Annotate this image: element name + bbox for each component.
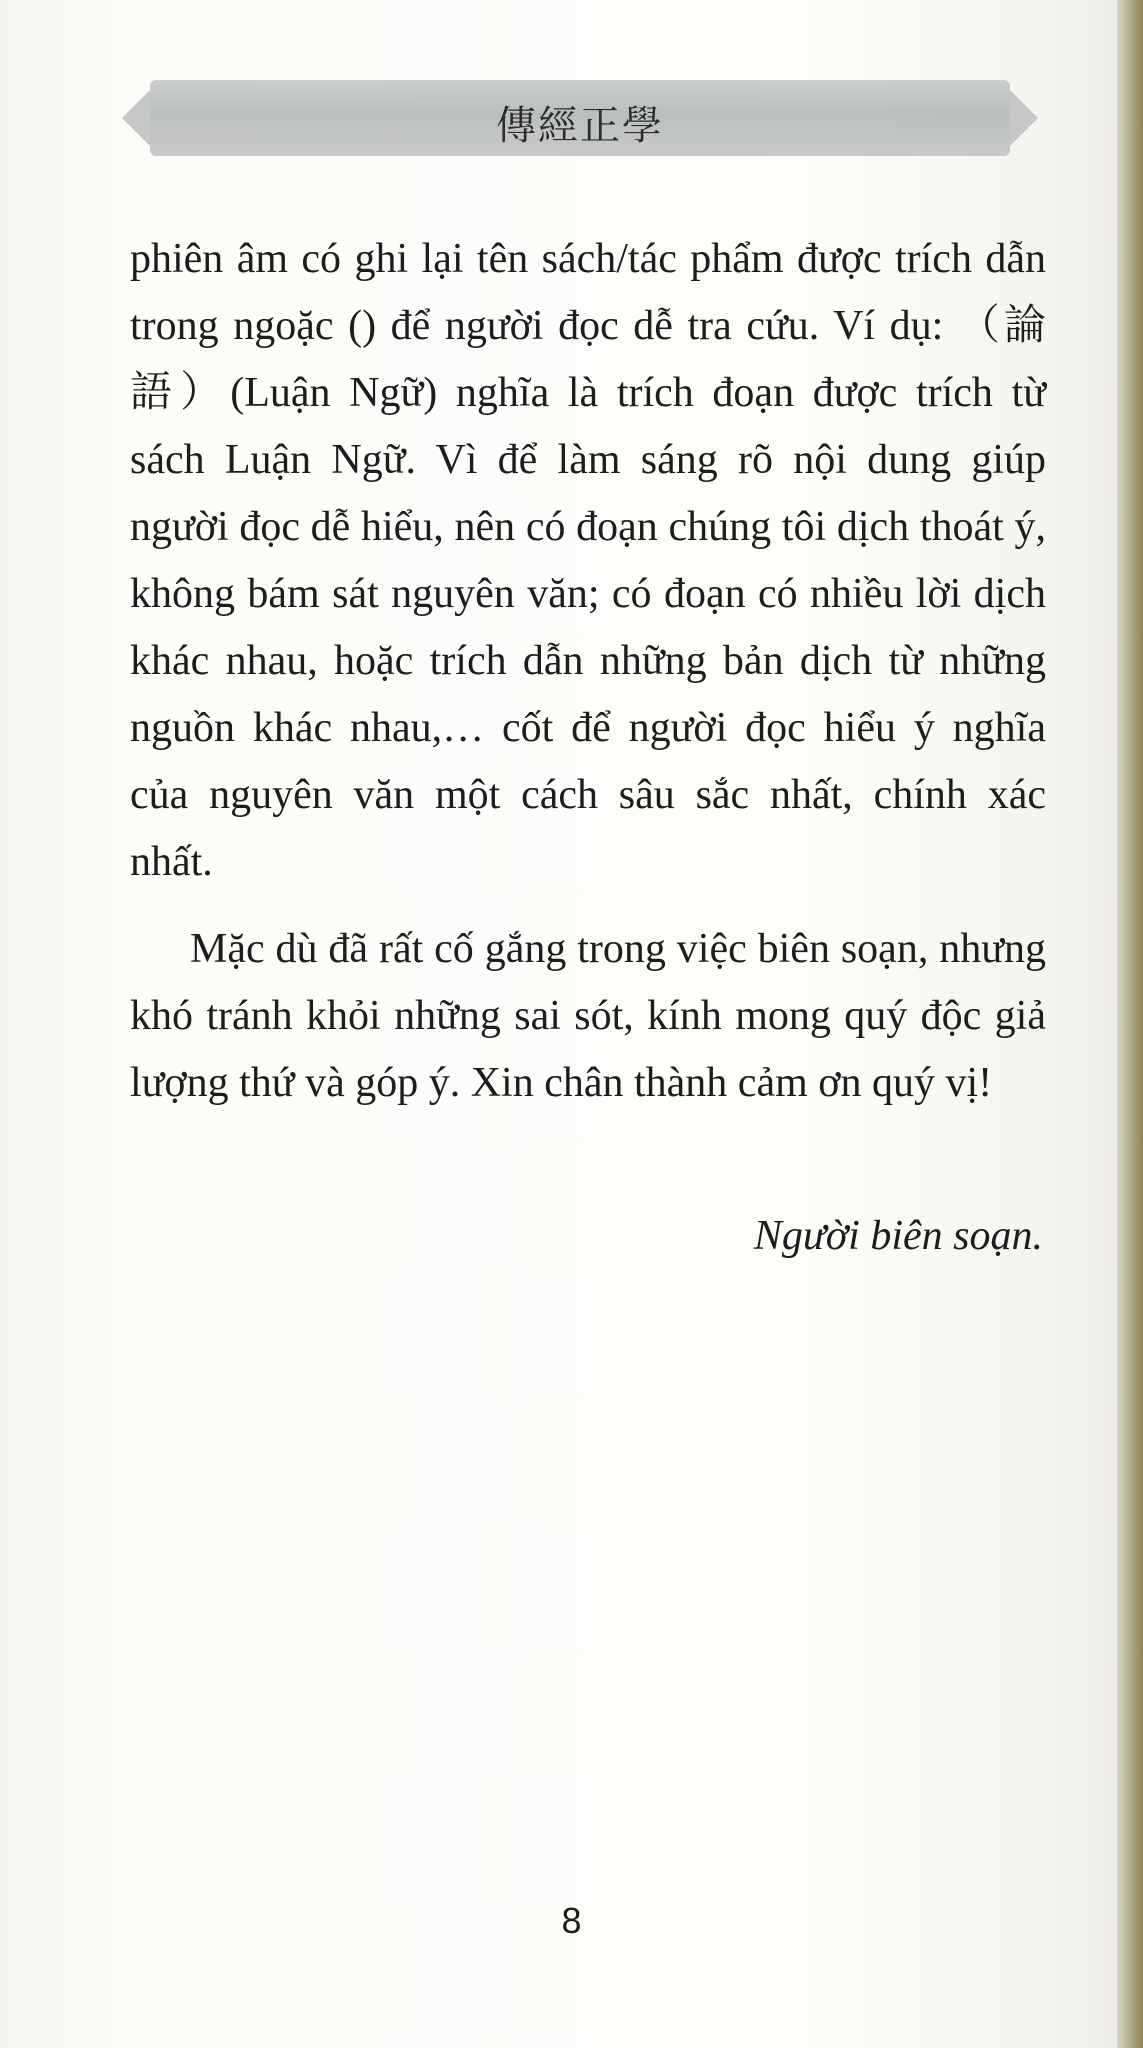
book-spine-edge	[1117, 0, 1143, 2048]
signature: Người biên soạn.	[753, 1213, 1043, 1259]
running-header-band	[150, 80, 1010, 156]
page-number: 8	[561, 1900, 582, 1941]
running-header-title: 傳經正學	[496, 103, 664, 149]
paragraph-1: phiên âm có ghi lại tên sách/tác phẩm được trích dẫn trong ngoặc () để người đọc dễ tra cứu. Ví dụ: （論語）(Luận Ngữ) nghĩa là trích đoạn được trích từ sách Luận Ngữ. Vì để làm sáng rõ nội dung giúp người đọc dễ hiểu, nên có đoạn chúng tôi dịch thoát ý, không bám sát nguyên văn; có đoạn có nhiều lời dịch khác nhau, hoặc trích dẫn những bản dịch từ những nguồn khác nhau,… cốt để người đọc hiểu ý nghĩa của nguyên văn một cách sâu sắc nhất, chính xác nhất.	[130, 236, 1046, 885]
body-text	[130, 226, 1046, 1117]
paragraph-2: Mặc dù đã rất cố gắng trong việc biên soạn, nhưng khó tránh khỏi những sai sót, kính mong quý độc giả lượng thứ và góp ý. Xin chân thành cảm ơn quý vị!	[130, 926, 1046, 1106]
